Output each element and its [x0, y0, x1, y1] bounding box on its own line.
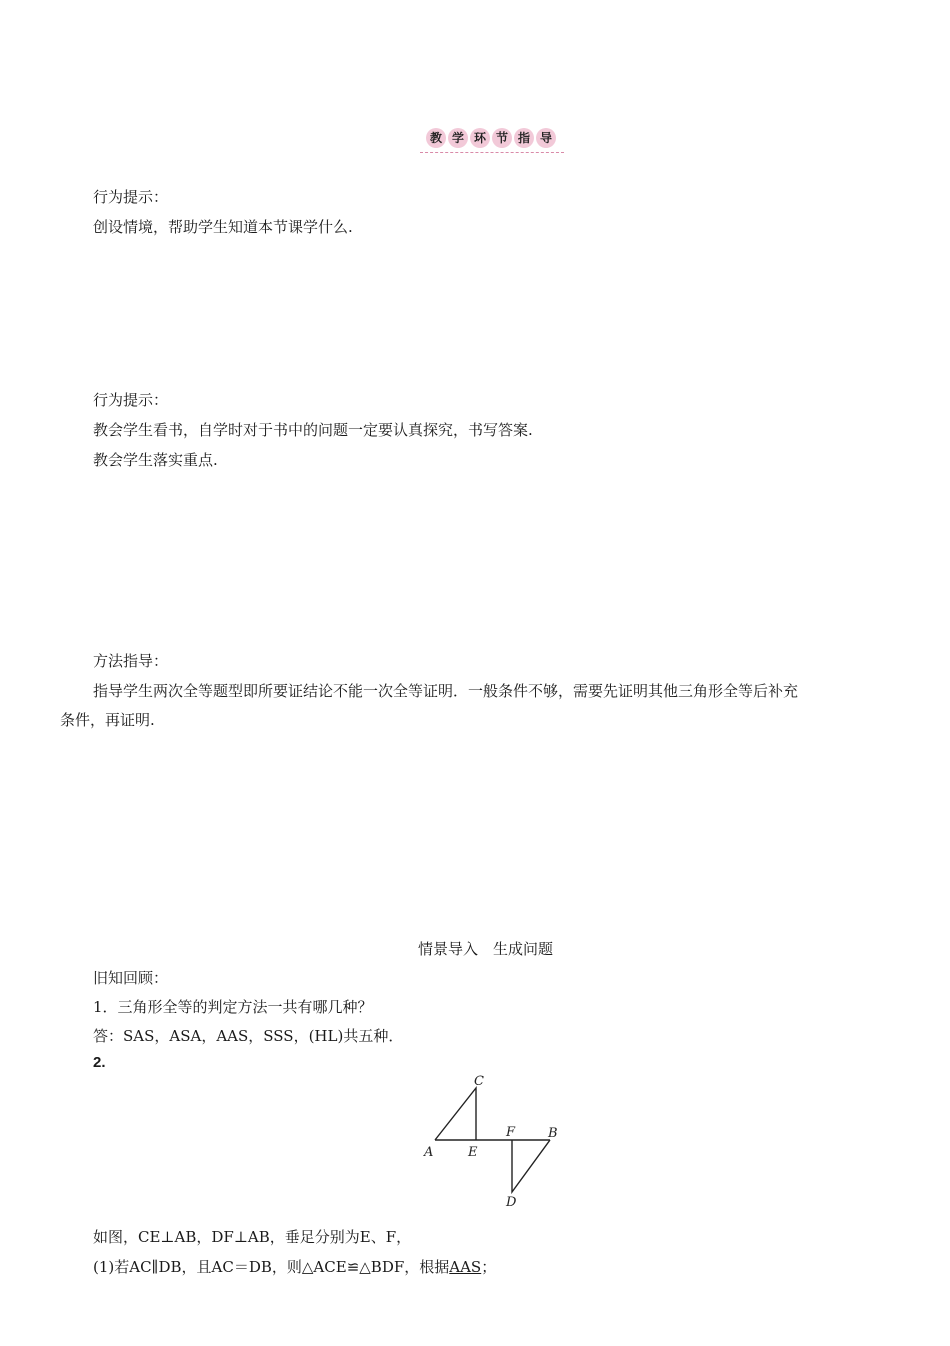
q2-part1-prefix: (1)若AC∥DB，且AC＝DB，则△ACE≌△BDF，根据	[93, 1258, 450, 1276]
header-dashed-rule	[420, 152, 564, 153]
label-a: A	[424, 1145, 434, 1160]
section2-heading: 行为提示：	[93, 391, 169, 409]
section1-text: 创设情境，帮助学生知道本节课学什么.	[93, 218, 353, 236]
header-char: 节	[492, 128, 512, 148]
question-2-number: 2.	[93, 1054, 106, 1071]
figure-svg	[420, 1070, 570, 1210]
lesson-title: 情景导入 生成问题	[418, 940, 554, 958]
section2-line1: 教会学生看书，自学时对于书中的问题一定要认真探究，书写答案.	[93, 421, 533, 439]
label-c: C	[474, 1074, 484, 1089]
section3-heading: 方法指导：	[93, 652, 169, 670]
question-1: 1．三角形全等的判定方法一共有哪几种？	[93, 998, 373, 1016]
section2-line2: 教会学生落实重点.	[93, 451, 218, 469]
section1-heading: 行为提示：	[93, 188, 169, 206]
triangle-bdf	[512, 1140, 550, 1192]
q2-part1-suffix: ；	[481, 1258, 497, 1276]
geometry-figure	[420, 1070, 570, 1214]
review-heading: 旧知回顾：	[93, 969, 169, 987]
header-char: 环	[470, 128, 490, 148]
q2-part1-answer: AAS	[449, 1258, 482, 1276]
header-char: 指	[514, 128, 534, 148]
section3-line2: 条件，再证明.	[60, 711, 155, 729]
triangle-ace	[435, 1088, 476, 1140]
question-2-part1	[93, 1256, 496, 1277]
header-char: 教	[426, 128, 446, 148]
label-d: D	[506, 1195, 517, 1210]
header-char: 导	[536, 128, 556, 148]
header-char: 学	[448, 128, 468, 148]
label-b: B	[548, 1126, 558, 1141]
question-2-text: 如图，CE⊥AB，DF⊥AB，垂足分别为E、F，	[93, 1228, 412, 1246]
section3-line1: 指导学生两次全等题型即所要证结论不能一次全等证明．一般条件不够，需要先证明其他三角形全等后补充	[93, 682, 799, 700]
label-f: F	[506, 1125, 516, 1140]
label-e: E	[468, 1145, 478, 1160]
answer-1: 答：SAS，ASA，AAS，SSS，(HL)共五种．	[93, 1027, 404, 1045]
section-header-badge	[420, 126, 564, 156]
